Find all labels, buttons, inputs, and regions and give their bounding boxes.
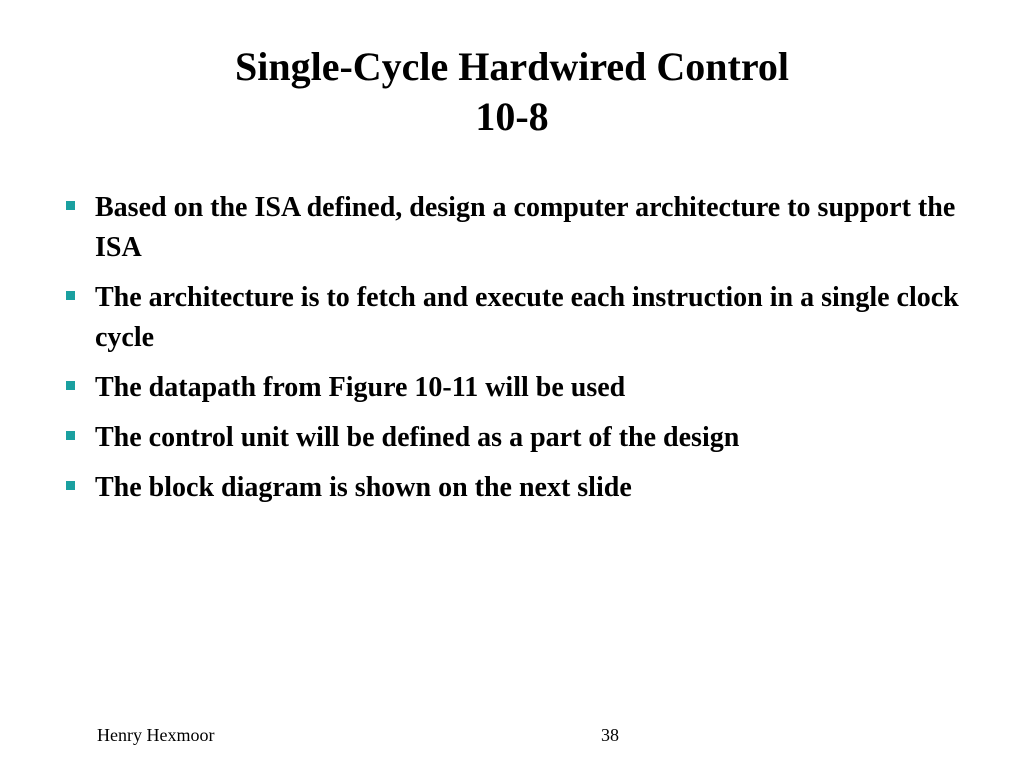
square-bullet-icon	[66, 381, 75, 390]
bullet-item	[64, 368, 964, 408]
bullet-text: The block diagram is shown on the next slide	[95, 472, 632, 503]
slide-title	[0, 42, 1024, 142]
bullet-item	[64, 278, 964, 358]
slide-title-line-2: 10-8	[475, 94, 549, 139]
bullet-item	[64, 188, 964, 268]
page-number: 38	[601, 725, 619, 745]
bullet-item	[64, 468, 964, 508]
bullet-text: The datapath from Figure 10-11 will be used	[95, 372, 626, 403]
square-bullet-icon	[66, 291, 75, 300]
bullet-item	[64, 418, 964, 458]
footer-author: Henry Hexmoor	[97, 725, 215, 745]
square-bullet-icon	[66, 431, 75, 440]
bullet-text: The architecture is to fetch and execute each instruction in a single clock cycle	[95, 282, 959, 353]
square-bullet-icon	[66, 201, 75, 210]
bullet-list	[64, 188, 964, 518]
slide-title-line-1: Single-Cycle Hardwired Control	[234, 44, 790, 89]
bullet-text: Based on the ISA defined, design a computer architecture to support the ISA	[95, 192, 956, 263]
bullet-text: The control unit will be defined as a part of the design	[95, 422, 740, 453]
square-bullet-icon	[66, 481, 75, 490]
